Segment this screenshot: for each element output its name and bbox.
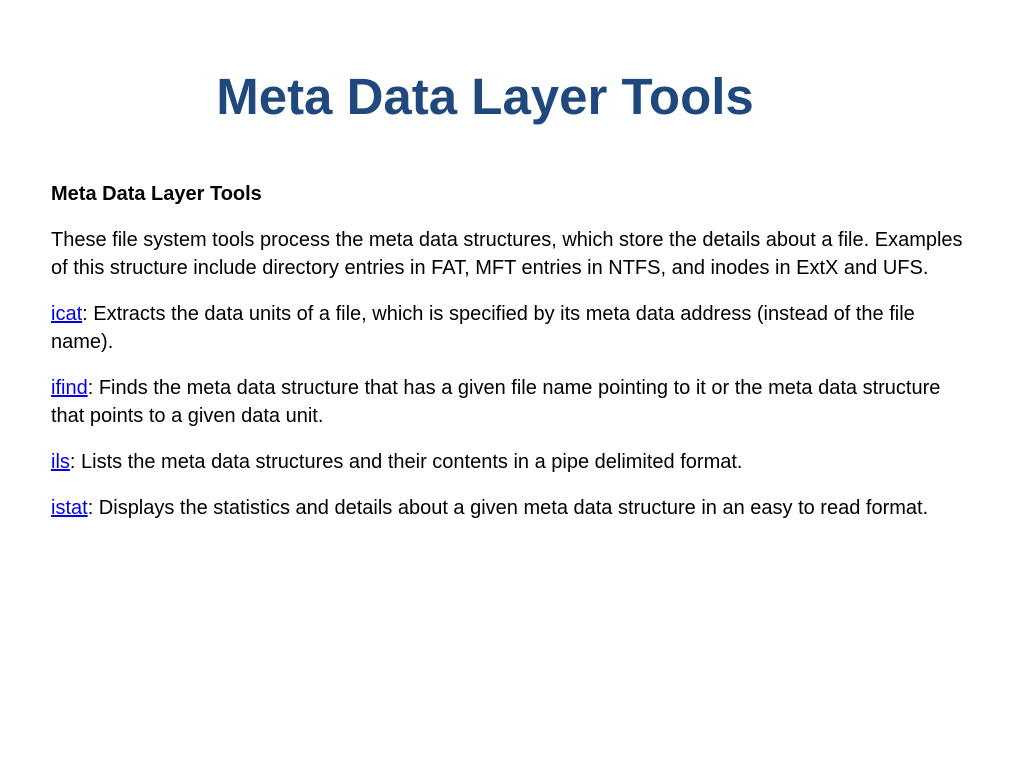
slide-title: Meta Data Layer Tools <box>216 68 754 125</box>
istat-description: : Displays the statistics and details about a given meta data structure in an easy to read format. <box>87 497 929 519</box>
tool-item-icat <box>51 300 976 356</box>
ifind-link[interactable]: ifind <box>51 377 88 399</box>
section-heading: Meta Data Layer Tools <box>51 183 262 205</box>
tool-item-ils <box>51 448 976 476</box>
tool-item-ifind <box>51 374 976 430</box>
icat-description: : Extracts the data units of a file, which is specified by its meta data address (instead of the file name). <box>51 303 915 353</box>
slide-body <box>51 180 976 540</box>
istat-link[interactable]: istat <box>51 497 88 519</box>
ils-link[interactable]: ils <box>51 451 70 473</box>
icat-link[interactable]: icat <box>51 303 83 325</box>
tool-item-istat <box>51 494 976 522</box>
ifind-description: : Finds the meta data structure that has a given file name pointing to it or the meta data structure that points to a given data unit. <box>51 377 941 427</box>
intro-paragraph: These file system tools process the meta data structures, which store the details about a file. Examples of this structure include directory entries in FAT, MFT entries in NTFS, and inodes in ExtX and UFS. <box>51 229 963 279</box>
ils-description: : Lists the meta data structures and their contents in a pipe delimited format. <box>69 451 743 473</box>
